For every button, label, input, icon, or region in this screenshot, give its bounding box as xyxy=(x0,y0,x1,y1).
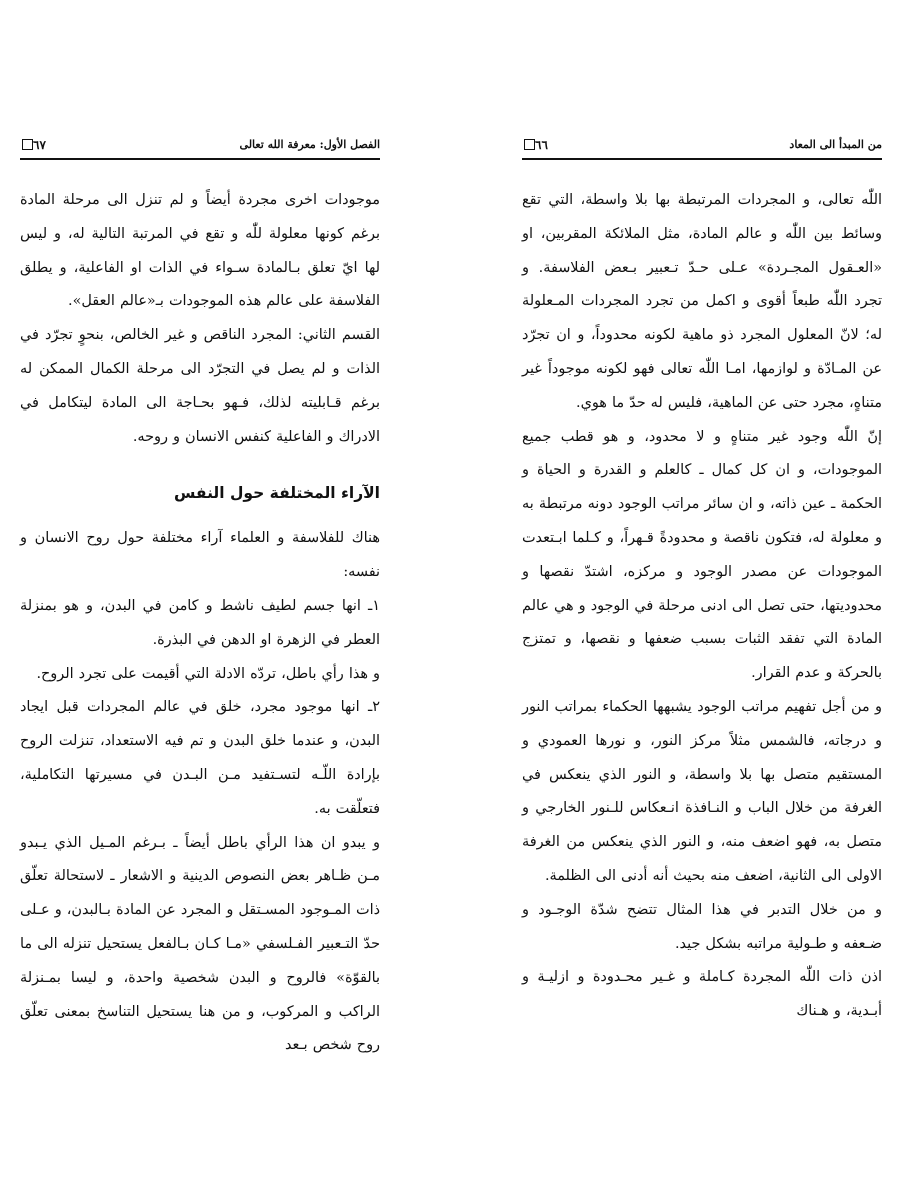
square-icon xyxy=(22,139,33,150)
paragraph: ١ـ انها جسم لطيف ناشط و كامن في البدن، و هو بمنزلة العطر في الزهرة او الدهن في البذرة. xyxy=(20,597,380,648)
paragraph: و من خلال التدبر في هذا المثال تتضح شدّة الوجـود و ضـعفه و طـولية مراتبه بشكل جيد. xyxy=(522,901,882,952)
paragraph: و من أجل تفهيم مراتب الوجود يشبهها الحكماء بمراتب النور و درجاته، فالشمس مثلاً مركز النور، و نورها العمودي و المستقيم متصل بها بلا واسطة، و النور الذي ينعكس في الغرفة من خلال الباب و النـافذة انـعكاس للـنور الخارجي و متصل به، فهو اضعف منه، و النور الذي ينعكس من الغرفة الاولى الى الثانية، اضعف منه بحيث أنه أدنى الى الظلمة. xyxy=(522,698,882,884)
left-page-number xyxy=(20,138,46,152)
left-page-body xyxy=(20,184,380,1063)
paragraph: و يبدو ان هذا الرأي باطل أيضاً ـ بـرغم المـيل الذي يـبدو مـن ظـاهر بعض النصوص الدينية و الاشعار ـ لاستحالة تعلّق ذات المـوجود المسـتقل و المجرد عن المادة بـالبدن، و عـلى حدّ التـعبير الفـلسفي «مـا كـان بـالفعل يستحيل تنزله الى ما بالقوّة» فالروح و البدن شخصية واحدة، و ليسا بمـنزلة الراكب و المركوب، و من هنا يستحيل التناسخ بمعنى تعلّق روح شخص بـعد xyxy=(20,834,380,1054)
right-page-header xyxy=(522,138,882,160)
left-page xyxy=(20,138,380,1063)
right-page-number xyxy=(522,138,548,152)
section-heading: الآراء المختلفة حول النفس xyxy=(174,484,380,503)
paragraph: إنّ اللّٰه وجود غير متناهٍ و لا محدود، و هو قطب جميع الموجودات، و ان كل كمال ـ كالعلم و القدرة و الحياة و الحكمة ـ عين ذاته، و ان سائر مراتب الوجود دونه مرتبطة به و معلولة له، فتكون ناقصة و محدودةً قـهراً، و كـلما ابـتعدت الموجودات عن مصدر الوجود و مركزه، اشتدّ نقصها و محدوديتها، حتى تصل الى ادنى مرحلة في الوجود و هي عالم المادة التي تفقد الثبات بسبب ضعفها و نقصها، و تمتزج بالحركة و عدم القرار. xyxy=(522,428,882,682)
left-page-header-title: الفصل الأول: معرفة الله تعالى xyxy=(239,138,380,151)
right-page-number-text: ٦٦ xyxy=(535,138,548,152)
right-page-header-title: من المبدأ الى المعاد xyxy=(789,138,882,151)
paragraph: هناك للفلاسفة و العلماء آراء مختلفة حول روح الانسان و نفسه: xyxy=(20,530,380,581)
paragraph: اذن ذات اللّٰه المجردة كـاملة و غـير محـدودة و ازليـة و أبـدية، و هـناك xyxy=(522,969,882,1020)
left-page-header xyxy=(20,138,380,160)
paragraph: موجودات اخرى مجردة أيضاً و لم تنزل الى مرحلة المادة برغم كونها معلولة للّٰه و تقع في المرتبة التالية له، و ليس لها ايّ تعلق بـالمادة سـواء في الذات او الفاعلية، و يطلق الفلاسفة على عالم هذه الموجودات بـ«عالم العقل». xyxy=(20,192,380,310)
paragraph: و هذا رأي باطل، تردّه الادلة التي أقيمت على تجرد الروح. xyxy=(36,665,380,682)
paragraph: ٢ـ انها موجود مجرد، خلق في عالم المجردات قبل ايجاد البدن، و عندما خلق البدن و تم فيه الاستعداد، تنزلت الروح بإرادة اللّـه لتسـتفيد مـن البـدن في مسيرتها التكاملية، فتعلّقت به. xyxy=(20,699,380,817)
right-page xyxy=(522,138,882,1029)
paragraph: القسم الثاني: المجرد الناقص و غير الخالص، بنحوٍ تجرّد في الذات و لم يصل في التجرّد الى مرحلة الكمال الممكن له برغم قـابليته لذلك، فـهو بحـاجة الى المادة ليتكامل في الادراك و الفاعلية كنفس الانسان و روحه. xyxy=(20,327,380,445)
square-icon xyxy=(524,139,535,150)
right-page-body xyxy=(522,184,882,1029)
paragraph: اللّٰه تعالى، و المجردات المرتبطة بها بلا واسطة، التي تقع وسائط بين اللّٰه و عالم المادة، مثل الملائكة المقربين، او «العـقول المجـردة» عـلى حـدّ تـعبير بـعض الفلاسفة. و تجرد اللّٰه طبعاً أقوى و اكمل من تجرد المجردات المـعلولة له؛ لانّ المعلول المجرد ذو ماهية لكونه محدوداً، و ان تجرّد عن المـادّة و لوازمها، امـا اللّٰه تعالى فهو لكونه موجوداً غير متناهٍ، مجرد حتى عن الماهية، فليس له حدّ ما هوي. xyxy=(522,192,882,411)
left-page-number-text: ٦٧ xyxy=(33,138,46,152)
